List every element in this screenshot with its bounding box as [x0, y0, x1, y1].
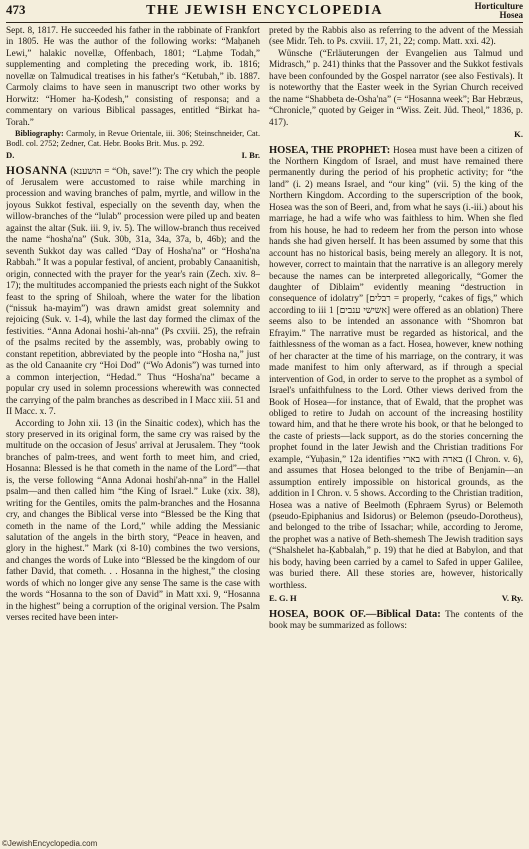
hosanna-paragraph-1: (הושענא = “Oh, save!”): The cry which the people of Jerusalem were accustomed to raise while marching in procession and waving branches of palm, myrtle, and willow in the joyous Sukkot festival, especially on the seventh day, when the willow-branches of the “lulab” procession were piled up and beaten against the altar (Suk. iii. 9, iv. 5). The willow-branch thus received the name “hosha'na” (Suk. 30b, 31a, 34a, 37a, b, 46b); and the seventh Sukkot day was called “Day of Hosha'na” or “Hosha'na Rabbah.” It was a popular festival, of ancient, probably Canaanitish, origin, connected with the prayer for the year's rain (Zech. xiv. 8–17); the multitudes accompanied the priests each night of the Sukkot feast to the spring of Shiloah, where the water for the libation (“nissuk ha-mayim”) was drawn amidst great solemnity and rejoicing (Suk. v. 1-4), while the last day formed the climax of the festivities. “Anna Adonai hoshi-'ah-nna” (Ps cxviii. 25), the refrain of the psalms recited by the assembly, was, probably owing to constant repetition, abbreviated by the people into “Hosha na,” just as the old Canaanite cry “Hoi Dod” (“Wo Adonis”) was turned into a common interjection, “Hedad.” Thus “Hosha'na” became a popular cry used in solemn processions wherewith was connected the carrying of the palm branches as described in I Macc xiii. 51 and II Macc. x. 7. [6, 166, 260, 418]
page-header [6, 2, 523, 22]
signature-initials-2: E. G. H [269, 593, 297, 604]
carry-over-paragraph: Sept. 8, 1817. He succeeded his father in the rabbinate of Frankfort in 1805. He was the author of the following works: “Maḥaneh Lewi,” halakic novellæ, Offenbach, 1801; “Laḥme Todah,” supplementing and completing the preceding work, ib. 1816; novellæ on Talmudical treatises in his father's “Ketubah,” ib. 1887. Carmoly claims to have seen in manuscript two other works by Horwitz: “Homer ha-Ḳodesh,” consisting of responsa; and a commentary on various Biblical passages, entitled “Birkat ha-Torah.” [6, 26, 260, 128]
signature-initials: D. [6, 150, 15, 161]
signature-line-2 [269, 593, 523, 604]
hosanna-paragraph-2: According to John xii. 13 (in the Sinaitic codex), which has the story preserved in its original form, the same cry was raised by the multitude on the occasion of Jesus' arrival at Jerusalem. They “took branches of palm-trees, and went forth to meet him, and cried, Hosanna: Blessed is he that cometh in the name of the Lord”—that is, the verse following “Anna Adonai hoshi'ah-nna” in the Hallel psalm—and then called him “the King of Israel.” Luke (xix. 38), writing for the Gentiles, omits the palm-branches and the Hosanna cry, and changes the Biblical verse into “Blessed be the King that cometh in the name of the Lord,” while adding the Messianic salutation of the angels in the birth story, “Peace in heaven, and glory in the highest.” Mark (xi 8-10) combines the two versions, and changes the words of Luke into “Blessed be the kingdom of our father David, that cometh. . . Hosanna in the highest,” the closing words of which no longer give any sense The same is the case with the words “Hosanna to the son of David” in Matt xxi. 9, “Hosanna in the highest” being a corruption of the original version. The Psalm verses recited have been inter- [6, 418, 260, 624]
hosea-prophet-entry [269, 145, 523, 593]
header-rule [6, 22, 523, 23]
signature-author-2: V. Ry. [501, 593, 523, 604]
entry-headword-hosea-prophet: HOSEA, THE PROPHET: [269, 144, 391, 156]
copyright-footer: ©JewishEncyclopedia.com [2, 839, 98, 848]
hosanna-entry [6, 166, 260, 419]
bibliography-label: Bibliography: [15, 129, 64, 139]
signature-line-k [269, 129, 523, 140]
entry-headword-hosea-book: HOSEA, BOOK OF.—Biblical Data: [269, 608, 441, 620]
hosea-prophet-paragraph: Hosea must have been a citizen of the Northern Kingdom of Israel, and must have remained there permanently during the period of his prophetic activity; for “the land” (i. 2) means Israel, and “our king” (vii. 5) the king of the Northern Kingdom. According to the superscription of the book, Hosea was the son of Beeri, and, from what he says (i.-iii.) about his marriage, he had a wife who was faithless to him. When she fled from his house, he had to redeem her from the person into whose hands she had given herself. It has been assumed by some that this account has no historical basis, being merely an allegory. It is not, however, correct to maintain that the narrative is an allegory merely because the names can be interpreted allegorically, “Gomer the daughter of Diblaim” evidently meaning “destruction in consequence of idolatry” [רבלים = properly, “cakes of figs,” which according to iii 1 [אשישי ענבים] were offered as an oblation) There seems also to be intended an assonance with “Shomron bat Efrayim.” The narrative must be regarded as historical, and the faithlessness of the woman as a fact. Hosea, however, knew nothing of her character at the time of his marriage, on the contrary, it was made manifest to him only afterward, as if through a special intervention of God, in order to serve to the prophet as a symbol of Israel's unfaithfulness to the Lord. Other views derived from the Book of Hosea—for instance, that of Ewald, that the prophet was obliged to retire to Judah on account of the increasing hostility toward him, and that he there wrote his book, or that he belonged to the caste of priests—lack support, as do the stories concerning the prophet found in the later Jewish and the Christian traditions For example, “Yuḥasin,” 12a identifies בארי with בארה (I Chron. v. 6), and assumes that Hosea belonged to the tribe of Benjamin—an assumption entirely impossible on historical grounds, as the addition in I Chron. v. 5 shows. According to the Christian tradition, Hosea was a native of Beelmoth (Ephraem Syrus) or Belemoth (pseudo-Epiphanius and Isidorus) or Belemon (pseudo-Dorotheus), and belonged to the tribe of Issachar; while, according to Jerome, the prophet was a native of Beth-shemesh The Jewish tradition says (“Shalshelet ha-Ḳabbalah,” p. 19) that he died at Babylon, and that his body, having been carried by a camel to Safed in upper Galilee, was buried there. All these stories are, however, historically worthless. [269, 145, 523, 591]
running-head [475, 2, 523, 20]
hosea-book-entry [269, 609, 523, 633]
page-number: 473 [6, 2, 26, 17]
publication-title: THE JEWISH ENCYCLOPEDIA [146, 3, 383, 18]
bibliography [6, 129, 260, 149]
signature-author: I. Br. [241, 150, 260, 161]
signature-k: K. [514, 129, 523, 140]
signature-line [6, 150, 260, 161]
left-column [6, 26, 260, 826]
carry-over-paragraph-right: preted by the Rabbis also as referring to the advent of the Messiah (see Midr. Teh. to Ps. cxviii. 17, 21, 22; comp. Matt. xxi. 42). [269, 26, 523, 48]
running-head-last: Hosea [499, 10, 523, 20]
right-column [269, 26, 523, 826]
bibliography-text: Carmoly, in Revue Orientale, iii. 306; Steinschneider, Cat. Bodl. col. 2752; Zedner, Cat. Hebr. Books Brit. Mus. p. 292. [6, 129, 260, 149]
running-head-first: Horticulture [474, 1, 523, 11]
wuensche-paragraph: Wünsche (“Erläuterungen der Evangelien aus Talmud und Midrasch,” p. 241) thinks that the Passover and the Sukkot festivals have been confounded by the Gospel narrator (see also Festivals). It is noteworthy that the Easter week in the Syrian Church received the name “Shabbeta de-Osha'na” (= “Hosanna week”; Bar Hebræus, “Chronicle,” quoted by Geiger in “Wiss. Zeit. Jüd. Theol,” 1836, p. 417). [269, 48, 523, 128]
entry-headword-hosanna: HOSANNA [6, 164, 68, 177]
hosea-book-paragraph: The contents of the book may be summarized as follows: [269, 609, 523, 632]
